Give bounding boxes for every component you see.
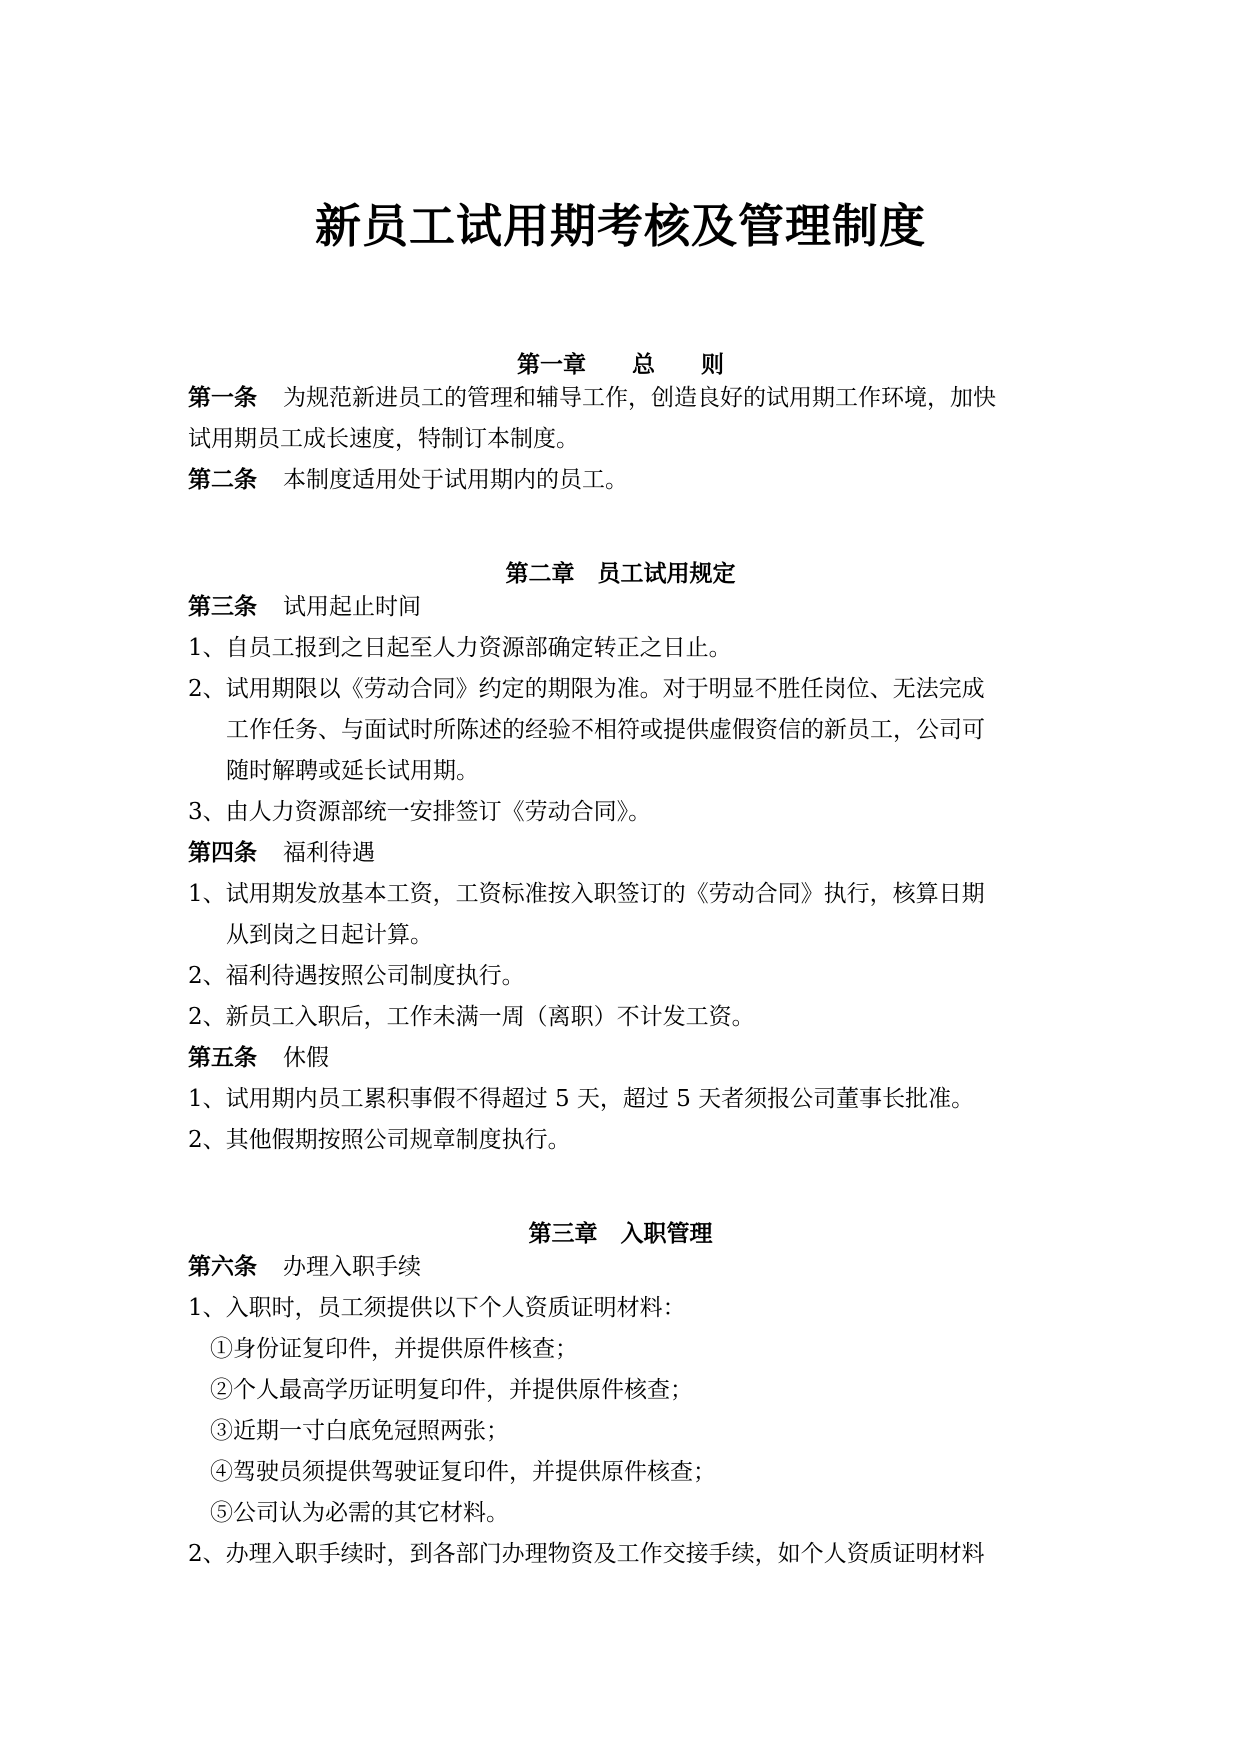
article-6 xyxy=(188,1251,1068,1283)
article-3-item-1: 1、自员工报到之日起至人力资源部确定转正之日止。 xyxy=(188,635,732,661)
article-2-label: 第二条 xyxy=(188,467,257,493)
article-5-text: 休假 xyxy=(283,1045,329,1071)
article-5-label: 第五条 xyxy=(188,1045,257,1071)
chapter-1-heading: 第一章 总 则 xyxy=(517,352,724,378)
article-5 xyxy=(188,1042,1068,1074)
article-3-item-2: 2、试用期限以《劳动合同》约定的期限为准。对于明显不胜任岗位、无法完成 xyxy=(188,676,985,702)
document-title: 新员工试用期考核及管理制度 xyxy=(315,199,926,253)
article-6-subitem-5: ⑤公司认为必需的其它材料。 xyxy=(210,1500,509,1526)
article-6-text: 办理入职手续 xyxy=(283,1254,421,1280)
chapter-2-heading: 第二章 员工试用规定 xyxy=(505,561,736,587)
article-1-label: 第一条 xyxy=(188,385,257,411)
article-4-item-2: 2、福利待遇按照公司制度执行。 xyxy=(188,963,525,989)
article-4-item-1-cont: 从到岗之日起计算。 xyxy=(226,922,433,948)
article-1-text: 为规范新进员工的管理和辅导工作，创造良好的试用期工作环境，加快 xyxy=(283,385,996,411)
article-6-subitem-1: ①身份证复印件，并提供原件核查； xyxy=(210,1336,578,1362)
article-2 xyxy=(188,464,1068,496)
article-6-item-2: 2、办理入职手续时，到各部门办理物资及工作交接手续，如个人资质证明材料 xyxy=(188,1541,985,1567)
article-4-item-3: 2、新员工入职后，工作未满一周（离职）不计发工资。 xyxy=(188,1004,755,1030)
article-4-label: 第四条 xyxy=(188,840,257,866)
article-1-continuation: 试用期员工成长速度，特制订本制度。 xyxy=(188,426,579,452)
article-2-text: 本制度适用处于试用期内的员工。 xyxy=(283,467,628,493)
article-1 xyxy=(188,382,1068,414)
article-6-subitem-4: ④驾驶员须提供驾驶证复印件，并提供原件核查； xyxy=(210,1459,716,1485)
article-6-label: 第六条 xyxy=(188,1254,257,1280)
chapter-3-heading: 第三章 入职管理 xyxy=(528,1221,713,1247)
article-6-subitem-3: ③近期一寸白底免冠照两张； xyxy=(210,1418,509,1444)
article-3-item-2-cont-1: 工作任务、与面试时所陈述的经验不相符或提供虚假资信的新员工，公司可 xyxy=(226,717,985,743)
article-3-label: 第三条 xyxy=(188,594,257,620)
article-3-item-3: 3、由人力资源部统一安排签订《劳动合同》。 xyxy=(188,799,652,825)
article-3-item-2-cont-2: 随时解聘或延长试用期。 xyxy=(226,758,479,784)
article-3 xyxy=(188,591,1068,623)
article-4-text: 福利待遇 xyxy=(283,840,375,866)
article-6-subitem-2: ②个人最高学历证明复印件，并提供原件核查； xyxy=(210,1377,693,1403)
article-5-item-1: 1、试用期内员工累积事假不得超过 5 天，超过 5 天者须报公司董事长批准。 xyxy=(188,1086,975,1112)
article-4 xyxy=(188,837,1068,869)
article-3-text: 试用起止时间 xyxy=(283,594,421,620)
article-6-item-1: 1、入职时，员工须提供以下个人资质证明材料： xyxy=(188,1295,686,1321)
article-5-item-2: 2、其他假期按照公司规章制度执行。 xyxy=(188,1127,571,1153)
article-4-item-1: 1、试用期发放基本工资，工资标准按入职签订的《劳动合同》执行，核算日期 xyxy=(188,881,985,907)
